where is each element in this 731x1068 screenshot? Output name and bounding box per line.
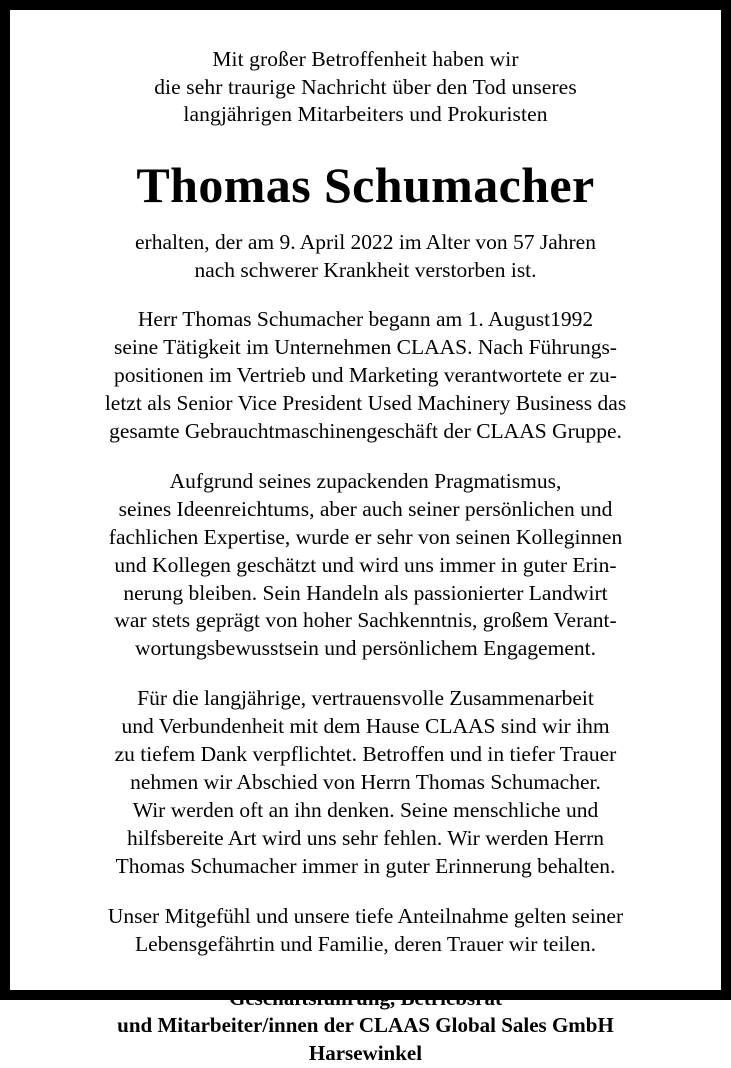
intro-block	[20, 46, 711, 129]
paragraph-line: seine Tätigkeit im Unternehmen CLAAS. Nach Führungs-	[114, 335, 617, 360]
paragraph-line: wortungsbewusstsein und persönlichem Engagement.	[135, 636, 596, 661]
paragraph-line: zu tiefem Dank verpflichtet. Betroffen und in tiefer Trauer	[114, 742, 617, 767]
deceased-name: Thomas Schumacher	[136, 156, 595, 213]
subline-block	[20, 229, 711, 284]
signature-block	[20, 985, 711, 1068]
paragraph-line: gesamte Gebrauchtmaschinengeschäft der CLAAS Gruppe.	[109, 418, 622, 443]
paragraph-line: nehmen wir Abschied von Herrn Thomas Schumacher.	[130, 770, 601, 795]
obituary-frame	[7, 7, 724, 1066]
paragraph-2	[20, 468, 711, 664]
paragraph-line: Thomas Schumacher immer in guter Erinnerung behalten.	[115, 853, 616, 878]
paragraph-line: nerung bleiben. Sein Handeln als passionierter Landwirt	[123, 580, 608, 605]
subline-line: erhalten, der am 9. April 2022 im Alter von 57 Jahren	[135, 230, 596, 255]
paragraph-1	[20, 306, 711, 446]
paragraph-line: Wir werden oft an ihn denken. Seine menschliche und	[132, 798, 599, 823]
paragraph-line: letzt als Senior Vice President Used Machinery Business das	[104, 390, 627, 415]
intro-line: Mit großer Betroffenheit haben wir	[212, 47, 519, 71]
paragraph-line: Herr Thomas Schumacher begann am 1. August1992	[137, 307, 594, 332]
intro-line: langjährigen Mitarbeiters und Prokuristen	[183, 102, 548, 127]
paragraph-line: Unser Mitgefühl und unsere tiefe Anteilnahme gelten seiner	[107, 903, 624, 928]
obituary-content	[20, 24, 711, 1068]
paragraph-line: Für die langjährige, vertrauensvolle Zusammenarbeit	[137, 686, 594, 711]
paragraph-4	[20, 903, 711, 959]
paragraph-line: hilfsbereite Art wird uns sehr fehlen. Wir werden Herrn	[127, 826, 604, 851]
intro-line: die sehr traurige Nachricht über den Tod unseres	[154, 74, 577, 99]
paragraph-line: Lebensgefährtin und Familie, deren Trauer wir teilen.	[135, 931, 596, 956]
signature-line: Geschäftsführung, Betriebsrat	[229, 985, 502, 1010]
paragraph-line: war stets geprägt von hoher Sachkenntnis, großem Verant-	[114, 608, 617, 633]
paragraph-line: positionen im Vertrieb und Marketing verantwortete er zu-	[114, 362, 617, 387]
paragraph-line: und Verbundenheit mit dem Hause CLAAS sind wir ihm	[121, 714, 610, 739]
signature-line: Harsewinkel	[308, 1041, 423, 1066]
paragraph-line: seines Ideenreichtums, aber auch seiner persönlichen und	[118, 496, 613, 521]
signature-line: und Mitarbeiter/innen der CLAAS Global Sales GmbH	[117, 1013, 614, 1038]
paragraph-3	[20, 685, 711, 881]
subline-line: nach schwerer Krankheit verstorben ist.	[194, 257, 537, 282]
paragraph-line: Aufgrund seines zupackenden Pragmatismus,	[169, 468, 562, 493]
paragraph-line: und Kollegen geschätzt und wird uns immer in guter Erin-	[114, 552, 617, 577]
paragraph-line: fachlichen Expertise, wurde er sehr von seinen Kolleginnen	[108, 524, 623, 549]
